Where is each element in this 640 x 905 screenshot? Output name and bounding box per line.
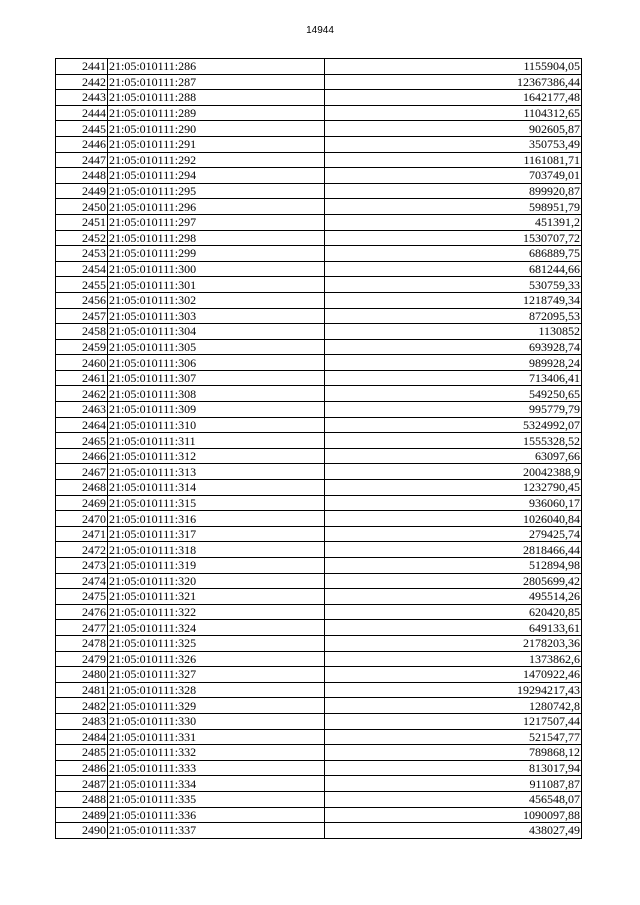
cadastral-value-cell: 19294217,43	[325, 682, 582, 698]
row-number-cell: 2462	[56, 386, 108, 402]
table-row	[56, 698, 582, 714]
cadastral-number-cell: 21:05:010111:290	[108, 121, 325, 137]
cadastral-number-cell: 21:05:010111:313	[108, 464, 325, 480]
cadastral-value-cell: 620420,85	[325, 604, 582, 620]
cadastral-value-cell: 1470922,46	[325, 667, 582, 683]
cadastral-number-cell: 21:05:010111:335	[108, 791, 325, 807]
cadastral-number-cell: 21:05:010111:310	[108, 417, 325, 433]
cadastral-value-cell: 902605,87	[325, 121, 582, 137]
row-number-cell: 2449	[56, 183, 108, 199]
cadastral-number-cell: 21:05:010111:305	[108, 339, 325, 355]
cadastral-value-cell: 649133,61	[325, 620, 582, 636]
cadastral-value-cell: 1104312,65	[325, 105, 582, 121]
table-row	[56, 464, 582, 480]
table-row	[56, 604, 582, 620]
cadastral-value-cell: 1161081,71	[325, 152, 582, 168]
row-number-cell: 2443	[56, 90, 108, 106]
cadastral-value-cell: 495514,26	[325, 589, 582, 605]
cadastral-value-cell: 1090097,88	[325, 807, 582, 823]
cadastral-number-cell: 21:05:010111:318	[108, 542, 325, 558]
table-row	[56, 729, 582, 745]
cadastral-value-cell: 1555328,52	[325, 433, 582, 449]
table-row	[56, 651, 582, 667]
table-row	[56, 246, 582, 262]
row-number-cell: 2478	[56, 635, 108, 651]
table-row	[56, 558, 582, 574]
cadastral-number-cell: 21:05:010111:306	[108, 355, 325, 371]
cadastral-value-cell: 911087,87	[325, 776, 582, 792]
table-row	[56, 480, 582, 496]
table-row	[56, 152, 582, 168]
cadastral-value-cell: 713406,41	[325, 370, 582, 386]
row-number-cell: 2467	[56, 464, 108, 480]
cadastral-number-cell: 21:05:010111:296	[108, 199, 325, 215]
cadastral-number-cell: 21:05:010111:300	[108, 261, 325, 277]
cadastral-number-cell: 21:05:010111:314	[108, 480, 325, 496]
row-number-cell: 2465	[56, 433, 108, 449]
row-number-cell: 2457	[56, 308, 108, 324]
table-row	[56, 199, 582, 215]
table-row	[56, 807, 582, 823]
table-row	[56, 511, 582, 527]
table-row	[56, 823, 582, 839]
cadastral-number-cell: 21:05:010111:333	[108, 760, 325, 776]
table-row	[56, 90, 582, 106]
cadastral-value-table	[55, 58, 582, 839]
cadastral-value-cell: 899920,87	[325, 183, 582, 199]
table-row	[56, 433, 582, 449]
cadastral-number-cell: 21:05:010111:317	[108, 526, 325, 542]
cadastral-number-cell: 21:05:010111:308	[108, 386, 325, 402]
cadastral-value-cell: 12367386,44	[325, 74, 582, 90]
table-row	[56, 573, 582, 589]
cadastral-number-cell: 21:05:010111:291	[108, 136, 325, 152]
row-number-cell: 2441	[56, 59, 108, 75]
cadastral-number-cell: 21:05:010111:328	[108, 682, 325, 698]
cadastral-number-cell: 21:05:010111:329	[108, 698, 325, 714]
row-number-cell: 2486	[56, 760, 108, 776]
row-number-cell: 2455	[56, 277, 108, 293]
cadastral-number-cell: 21:05:010111:309	[108, 402, 325, 418]
row-number-cell: 2456	[56, 292, 108, 308]
cadastral-value-cell: 63097,66	[325, 448, 582, 464]
cadastral-number-cell: 21:05:010111:336	[108, 807, 325, 823]
table-row	[56, 183, 582, 199]
table-row	[56, 277, 582, 293]
cadastral-number-cell: 21:05:010111:311	[108, 433, 325, 449]
row-number-cell: 2460	[56, 355, 108, 371]
cadastral-number-cell: 21:05:010111:324	[108, 620, 325, 636]
table-row	[56, 448, 582, 464]
cadastral-value-cell: 1280742,8	[325, 698, 582, 714]
row-number-cell: 2485	[56, 745, 108, 761]
cadastral-number-cell: 21:05:010111:332	[108, 745, 325, 761]
cadastral-value-cell: 2805699,42	[325, 573, 582, 589]
table-row	[56, 495, 582, 511]
cadastral-number-cell: 21:05:010111:288	[108, 90, 325, 106]
cadastral-value-cell: 686889,75	[325, 246, 582, 262]
row-number-cell: 2454	[56, 261, 108, 277]
table-row	[56, 667, 582, 683]
table-row	[56, 261, 582, 277]
cadastral-number-cell: 21:05:010111:316	[108, 511, 325, 527]
cadastral-number-cell: 21:05:010111:286	[108, 59, 325, 75]
cadastral-value-cell: 2178203,36	[325, 635, 582, 651]
cadastral-value-cell: 350753,49	[325, 136, 582, 152]
cadastral-number-cell: 21:05:010111:297	[108, 214, 325, 230]
cadastral-value-cell: 1026040,84	[325, 511, 582, 527]
table-row	[56, 417, 582, 433]
row-number-cell: 2469	[56, 495, 108, 511]
cadastral-value-cell: 438027,49	[325, 823, 582, 839]
table-row	[56, 355, 582, 371]
table-row	[56, 136, 582, 152]
row-number-cell: 2444	[56, 105, 108, 121]
cadastral-value-cell: 549250,65	[325, 386, 582, 402]
row-number-cell: 2459	[56, 339, 108, 355]
row-number-cell: 2490	[56, 823, 108, 839]
row-number-cell: 2447	[56, 152, 108, 168]
row-number-cell: 2451	[56, 214, 108, 230]
cadastral-number-cell: 21:05:010111:289	[108, 105, 325, 121]
table-row	[56, 214, 582, 230]
cadastral-number-cell: 21:05:010111:326	[108, 651, 325, 667]
row-number-cell: 2464	[56, 417, 108, 433]
cadastral-number-cell: 21:05:010111:287	[108, 74, 325, 90]
row-number-cell: 2481	[56, 682, 108, 698]
cadastral-number-cell: 21:05:010111:330	[108, 713, 325, 729]
row-number-cell: 2453	[56, 246, 108, 262]
table-row	[56, 620, 582, 636]
row-number-cell: 2480	[56, 667, 108, 683]
row-number-cell: 2468	[56, 480, 108, 496]
row-number-cell: 2471	[56, 526, 108, 542]
row-number-cell: 2448	[56, 168, 108, 184]
table-row	[56, 308, 582, 324]
cadastral-value-cell: 1642177,48	[325, 90, 582, 106]
table-row	[56, 745, 582, 761]
table-row	[56, 542, 582, 558]
row-number-cell: 2479	[56, 651, 108, 667]
cadastral-number-cell: 21:05:010111:320	[108, 573, 325, 589]
cadastral-number-cell: 21:05:010111:312	[108, 448, 325, 464]
cadastral-value-cell: 789868,12	[325, 745, 582, 761]
cadastral-number-cell: 21:05:010111:299	[108, 246, 325, 262]
table-row	[56, 589, 582, 605]
cadastral-number-cell: 21:05:010111:325	[108, 635, 325, 651]
cadastral-value-cell: 995779,79	[325, 402, 582, 418]
row-number-cell: 2470	[56, 511, 108, 527]
row-number-cell: 2474	[56, 573, 108, 589]
row-number-cell: 2482	[56, 698, 108, 714]
cadastral-number-cell: 21:05:010111:292	[108, 152, 325, 168]
row-number-cell: 2489	[56, 807, 108, 823]
cadastral-value-cell: 1373862,6	[325, 651, 582, 667]
cadastral-number-cell: 21:05:010111:307	[108, 370, 325, 386]
cadastral-value-cell: 521547,77	[325, 729, 582, 745]
table-row	[56, 121, 582, 137]
cadastral-number-cell: 21:05:010111:319	[108, 558, 325, 574]
cadastral-value-cell: 279425,74	[325, 526, 582, 542]
row-number-cell: 2476	[56, 604, 108, 620]
cadastral-number-cell: 21:05:010111:295	[108, 183, 325, 199]
cadastral-value-cell: 2818466,44	[325, 542, 582, 558]
cadastral-number-cell: 21:05:010111:298	[108, 230, 325, 246]
row-number-cell: 2445	[56, 121, 108, 137]
table-row	[56, 74, 582, 90]
table-row	[56, 635, 582, 651]
table-row	[56, 526, 582, 542]
row-number-cell: 2461	[56, 370, 108, 386]
cadastral-number-cell: 21:05:010111:334	[108, 776, 325, 792]
row-number-cell: 2488	[56, 791, 108, 807]
row-number-cell: 2446	[56, 136, 108, 152]
table-row	[56, 59, 582, 75]
row-number-cell: 2452	[56, 230, 108, 246]
cadastral-value-cell: 813017,94	[325, 760, 582, 776]
cadastral-value-cell: 456548,07	[325, 791, 582, 807]
table-body	[56, 59, 582, 839]
table-row	[56, 339, 582, 355]
cadastral-number-cell: 21:05:010111:322	[108, 604, 325, 620]
row-number-cell: 2473	[56, 558, 108, 574]
row-number-cell: 2450	[56, 199, 108, 215]
cadastral-number-cell: 21:05:010111:303	[108, 308, 325, 324]
cadastral-value-cell: 872095,53	[325, 308, 582, 324]
cadastral-number-cell: 21:05:010111:302	[108, 292, 325, 308]
cadastral-value-cell: 703749,01	[325, 168, 582, 184]
table-row	[56, 105, 582, 121]
row-number-cell: 2483	[56, 713, 108, 729]
row-number-cell: 2484	[56, 729, 108, 745]
cadastral-number-cell: 21:05:010111:321	[108, 589, 325, 605]
cadastral-value-cell: 512894,98	[325, 558, 582, 574]
table-row	[56, 370, 582, 386]
cadastral-value-cell: 20042388,9	[325, 464, 582, 480]
table-row	[56, 324, 582, 340]
cadastral-value-cell: 989928,24	[325, 355, 582, 371]
table-row	[56, 292, 582, 308]
table-row	[56, 776, 582, 792]
cadastral-value-cell: 681244,66	[325, 261, 582, 277]
table-row	[56, 713, 582, 729]
cadastral-value-cell: 530759,33	[325, 277, 582, 293]
cadastral-number-cell: 21:05:010111:331	[108, 729, 325, 745]
cadastral-number-cell: 21:05:010111:304	[108, 324, 325, 340]
row-number-cell: 2466	[56, 448, 108, 464]
row-number-cell: 2475	[56, 589, 108, 605]
table-row	[56, 760, 582, 776]
cadastral-number-cell: 21:05:010111:301	[108, 277, 325, 293]
cadastral-value-cell: 1130852	[325, 324, 582, 340]
cadastral-value-cell: 598951,79	[325, 199, 582, 215]
cadastral-value-cell: 1217507,44	[325, 713, 582, 729]
table-row	[56, 402, 582, 418]
cadastral-number-cell: 21:05:010111:327	[108, 667, 325, 683]
row-number-cell: 2472	[56, 542, 108, 558]
cadastral-number-cell: 21:05:010111:337	[108, 823, 325, 839]
cadastral-value-cell: 1155904,05	[325, 59, 582, 75]
row-number-cell: 2458	[56, 324, 108, 340]
row-number-cell: 2487	[56, 776, 108, 792]
cadastral-number-cell: 21:05:010111:315	[108, 495, 325, 511]
cadastral-value-cell: 936060,17	[325, 495, 582, 511]
cadastral-value-cell: 5324992,07	[325, 417, 582, 433]
row-number-cell: 2442	[56, 74, 108, 90]
row-number-cell: 2463	[56, 402, 108, 418]
table-row	[56, 386, 582, 402]
row-number-cell: 2477	[56, 620, 108, 636]
cadastral-value-cell: 1530707,72	[325, 230, 582, 246]
cadastral-number-cell: 21:05:010111:294	[108, 168, 325, 184]
table-row	[56, 682, 582, 698]
cadastral-value-cell: 1218749,34	[325, 292, 582, 308]
table-row	[56, 791, 582, 807]
cadastral-value-cell: 451391,2	[325, 214, 582, 230]
cadastral-value-cell: 693928,74	[325, 339, 582, 355]
table-row	[56, 168, 582, 184]
page-number: 14944	[306, 25, 334, 36]
table-row	[56, 230, 582, 246]
cadastral-value-cell: 1232790,45	[325, 480, 582, 496]
